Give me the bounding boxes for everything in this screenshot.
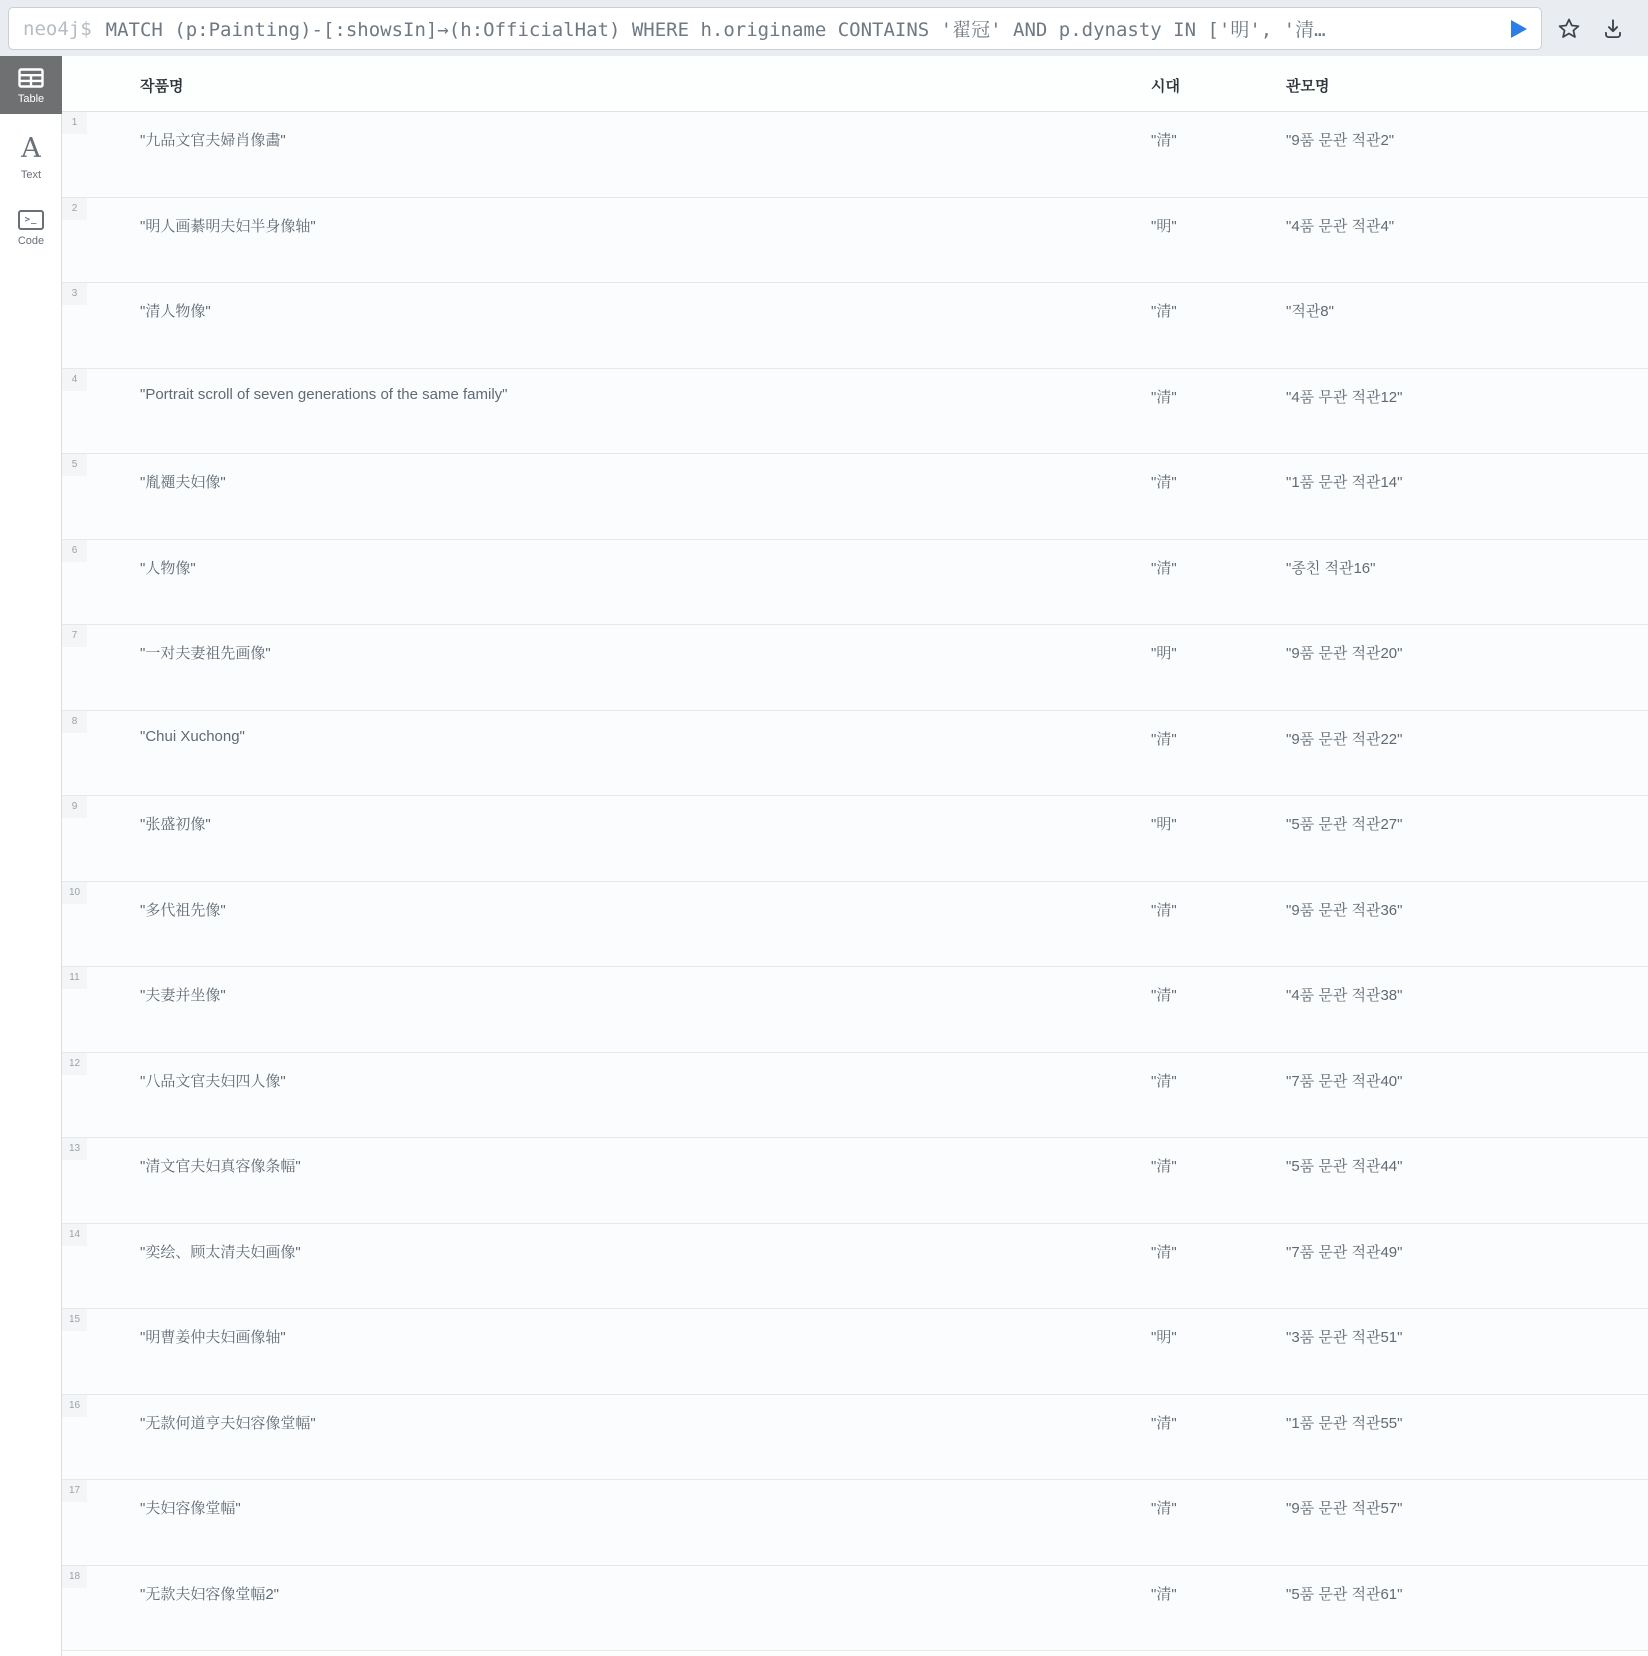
cell-hat: "5품 문관 적관44" xyxy=(1286,1158,1403,1175)
cell-title: "无款夫妇容像堂幅2" xyxy=(140,1585,279,1603)
cell-era: "清" xyxy=(1151,1158,1177,1175)
cell-title: "明曹姜仲夫妇画像轴" xyxy=(140,1329,286,1346)
table-row xyxy=(62,1309,1648,1395)
table-row xyxy=(62,198,1648,284)
cell-era: "清" xyxy=(1151,132,1177,149)
cell-hat: "9품 문관 적관2" xyxy=(1286,132,1395,149)
cypher-query-input[interactable] xyxy=(8,7,1542,50)
cell-hat: "5품 문관 적관61" xyxy=(1286,1585,1403,1603)
cell-title: "奕绘、顾太清夫妇画像" xyxy=(140,1243,301,1261)
cell-era: "清" xyxy=(1151,388,1177,406)
table-row xyxy=(62,369,1648,455)
row-number: 3 xyxy=(62,283,87,305)
sidebar-item-code[interactable] xyxy=(0,198,62,256)
cell-era: "明" xyxy=(1151,645,1177,662)
table-row xyxy=(62,711,1648,797)
cell-era: "清" xyxy=(1151,474,1177,491)
cell-title: "一对夫妻祖先画像" xyxy=(140,645,271,662)
cell-era: "明" xyxy=(1151,1329,1177,1346)
cell-title: "多代祖先像" xyxy=(140,901,226,919)
column-header-title: 작품명 xyxy=(140,78,184,95)
table-row xyxy=(62,1566,1648,1652)
cypher-query-text: MATCH (p:Painting)-[:showsIn]→(h:OfficialHat) WHERE h.originame CONTAINS '翟冠' AND p.dynasty IN ['明', '清… xyxy=(105,19,1326,41)
row-number: 5 xyxy=(62,454,87,476)
cell-era: "清" xyxy=(1151,1500,1177,1517)
sidebar-item-label: Code xyxy=(17,235,45,247)
cell-title: "清人物像" xyxy=(140,303,211,320)
sidebar-item-text[interactable] xyxy=(0,122,62,190)
neo4j-prompt: neo4j$ xyxy=(23,17,92,40)
cell-era: "清" xyxy=(1151,559,1177,577)
row-number: 4 xyxy=(62,369,87,391)
text-view-icon: A xyxy=(21,133,41,164)
cell-title: "张盛初像" xyxy=(140,816,211,833)
table-row xyxy=(62,796,1648,882)
cell-era: "清" xyxy=(1151,1414,1177,1432)
row-number: 2 xyxy=(62,198,87,220)
table-row xyxy=(62,1138,1648,1224)
row-number: 15 xyxy=(62,1309,87,1331)
row-number: 18 xyxy=(62,1566,87,1588)
cell-hat: "4품 무관 적관12" xyxy=(1286,388,1403,406)
cell-hat: "9품 문관 적관36" xyxy=(1286,901,1403,919)
row-number: 10 xyxy=(62,882,87,904)
cell-hat: "4품 문관 적관4" xyxy=(1286,217,1395,235)
cell-hat: "3품 문관 적관51" xyxy=(1286,1329,1403,1346)
cell-hat: "7품 문관 적관40" xyxy=(1286,1072,1403,1090)
run-query-button[interactable] xyxy=(1507,18,1529,40)
cell-era: "清" xyxy=(1151,1585,1177,1603)
cell-hat: "7품 문관 적관49" xyxy=(1286,1243,1403,1261)
cell-era: "清" xyxy=(1151,1243,1177,1261)
cell-title: "人物像" xyxy=(140,559,196,577)
column-header-era: 시대 xyxy=(1151,78,1180,95)
download-button[interactable] xyxy=(1600,16,1626,42)
row-number: 9 xyxy=(62,796,87,818)
table-row xyxy=(62,625,1648,711)
cell-hat: "1품 문관 적관14" xyxy=(1286,474,1403,491)
code-view-icon: >_ xyxy=(18,210,44,230)
row-number: 12 xyxy=(62,1053,87,1075)
cell-hat: "종친 적관16" xyxy=(1286,559,1376,577)
favorite-button[interactable] xyxy=(1556,16,1582,42)
cell-title: "夫妇容像堂幅" xyxy=(140,1500,241,1517)
query-editor-bar xyxy=(0,0,1648,56)
cell-era: "明" xyxy=(1151,816,1177,833)
cell-title: "明人画綦明夫妇半身像轴" xyxy=(140,217,316,235)
row-number: 16 xyxy=(62,1395,87,1417)
cell-hat: "9품 문관 적관57" xyxy=(1286,1500,1403,1517)
table-row xyxy=(62,967,1648,1053)
table-row xyxy=(62,1224,1648,1310)
star-icon xyxy=(1556,16,1582,42)
cell-hat: "적관8" xyxy=(1286,303,1334,320)
table-row xyxy=(62,882,1648,968)
cell-title: "胤禵夫妇像" xyxy=(140,474,226,491)
cell-era: "清" xyxy=(1151,901,1177,919)
table-row xyxy=(62,540,1648,626)
sidebar-item-label: Table xyxy=(17,93,45,105)
cell-hat: "9품 문관 적관20" xyxy=(1286,645,1403,662)
cell-title: "九品文官夫婦肖像畵" xyxy=(140,132,286,149)
row-number: 17 xyxy=(62,1480,87,1502)
cell-hat: "9품 문관 적관22" xyxy=(1286,730,1403,748)
cell-era: "明" xyxy=(1151,217,1177,235)
table-scroll-area[interactable] xyxy=(62,56,1648,1656)
cell-hat: "5품 문관 적관27" xyxy=(1286,816,1403,833)
sidebar-item-table[interactable] xyxy=(0,56,62,114)
table-row xyxy=(62,454,1648,540)
table-view-icon xyxy=(18,68,44,88)
sidebar-item-label: Text xyxy=(20,169,42,181)
row-number: 6 xyxy=(62,540,87,562)
table-row xyxy=(62,1395,1648,1481)
cell-era: "清" xyxy=(1151,987,1177,1004)
row-number: 14 xyxy=(62,1224,87,1246)
row-number: 13 xyxy=(62,1138,87,1160)
play-icon xyxy=(1507,18,1529,40)
cell-title: "Chui Xuchong" xyxy=(140,727,245,745)
cell-hat: "1품 문관 적관55" xyxy=(1286,1414,1403,1432)
view-mode-sidebar xyxy=(0,56,62,1656)
cell-title: "清文官夫妇真容像条幅" xyxy=(140,1158,301,1175)
table-row xyxy=(62,1053,1648,1139)
row-number: 11 xyxy=(62,967,87,989)
result-frame xyxy=(0,56,1648,1656)
cell-title: "无款何道亨夫妇容像堂幅" xyxy=(140,1414,316,1432)
table-row xyxy=(62,283,1648,369)
cell-title: "八品文官夫妇四人像" xyxy=(140,1072,286,1090)
row-number: 1 xyxy=(62,112,87,134)
cell-title: "夫妻并坐像" xyxy=(140,987,226,1004)
cell-era: "清" xyxy=(1151,730,1177,748)
row-number: 8 xyxy=(62,711,87,733)
table-row xyxy=(62,1480,1648,1566)
table-row xyxy=(62,112,1648,198)
cell-era: "清" xyxy=(1151,1072,1177,1090)
download-icon xyxy=(1600,16,1626,42)
column-header-hat: 관모명 xyxy=(1286,78,1330,95)
table-header xyxy=(62,56,1648,112)
table-body xyxy=(62,112,1648,1651)
cell-era: "清" xyxy=(1151,303,1177,320)
cell-hat: "4품 문관 적관38" xyxy=(1286,987,1403,1004)
row-number: 7 xyxy=(62,625,87,647)
cell-title: "Portrait scroll of seven generations of the same family" xyxy=(140,385,508,403)
